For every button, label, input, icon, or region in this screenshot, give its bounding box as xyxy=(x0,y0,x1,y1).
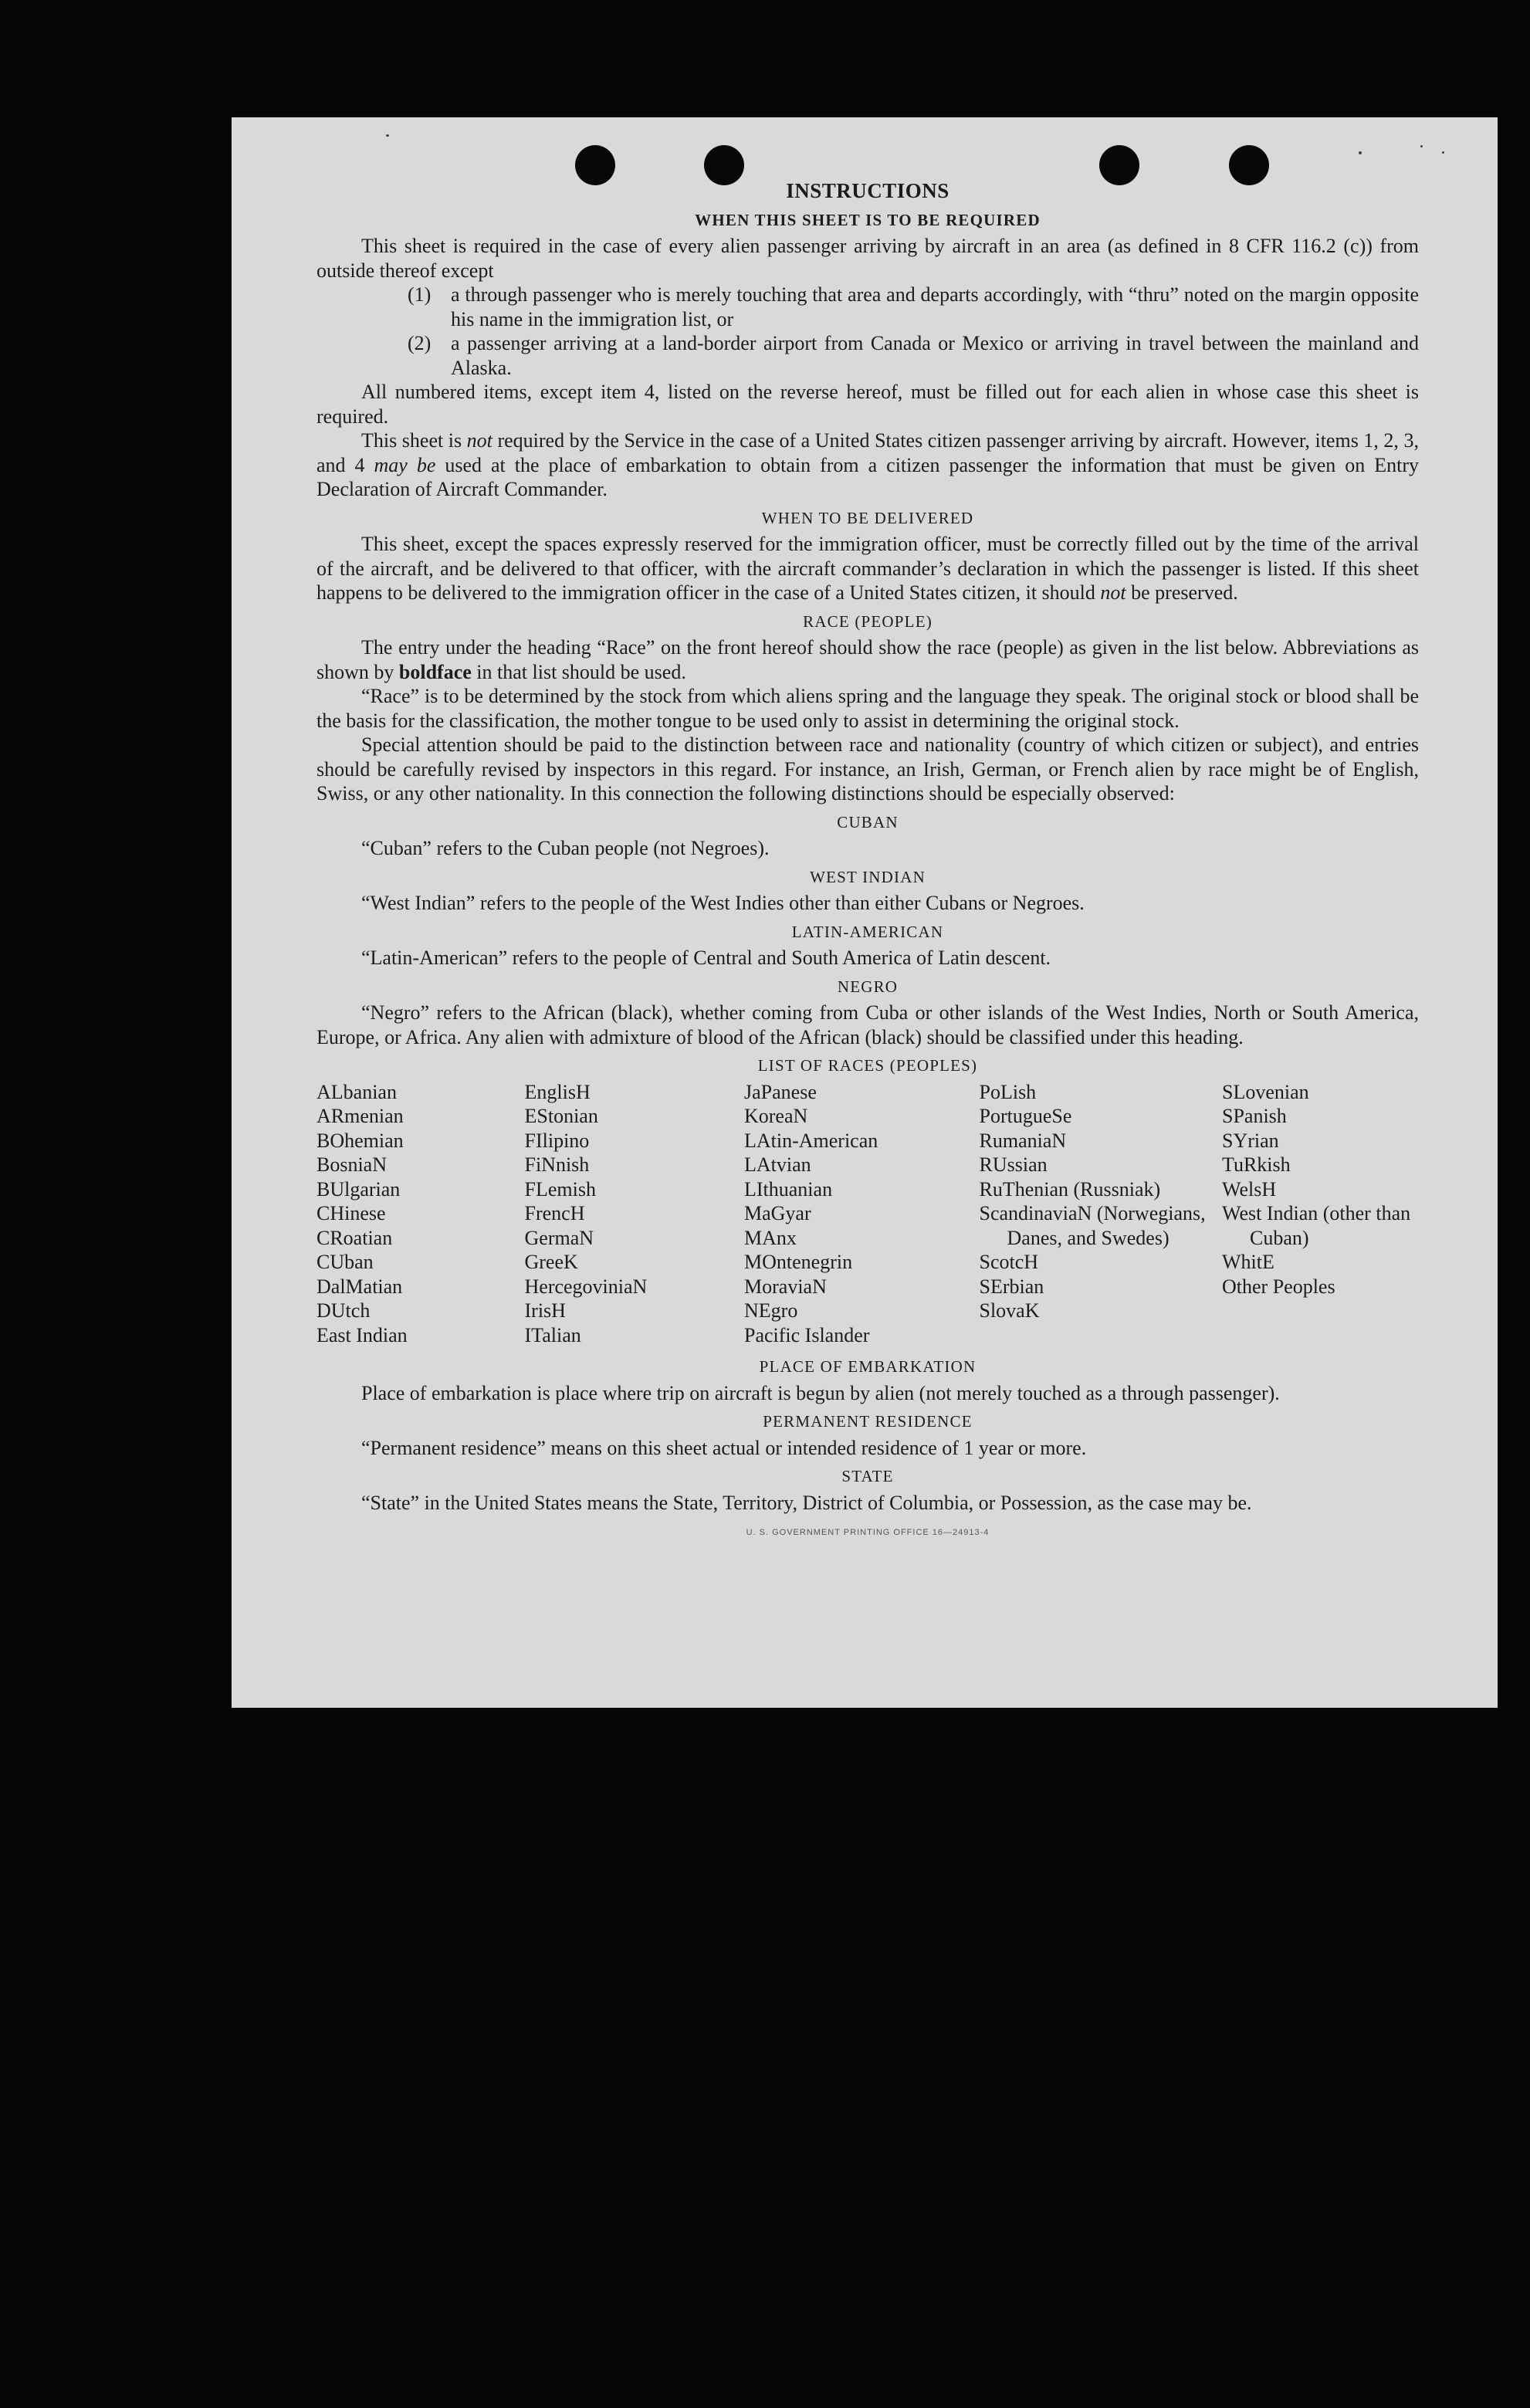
race-entry: WhitE xyxy=(1222,1251,1274,1273)
heading-embarkation: PLACE OF EMBARKATION xyxy=(759,1357,977,1376)
dust-speck xyxy=(1442,151,1444,154)
race-entry: Pacific Islander xyxy=(744,1323,870,1346)
item-text: a through passenger who is merely touching that area and departs accordingly, with “thru” noted on the margin opposite his name in the immigration list, or xyxy=(451,283,1419,330)
race-entry: ITalian xyxy=(524,1323,581,1346)
paragraph-race-entry xyxy=(316,635,1419,684)
race-entry: ScandinaviaN (Norwegians, Danes, and Swedes) xyxy=(979,1202,1206,1249)
race-entry: IrisH xyxy=(524,1299,566,1322)
race-entry: TuRkish xyxy=(1222,1153,1291,1176)
race-entry: ARmenian xyxy=(316,1105,404,1127)
race-entry: PoLish xyxy=(979,1080,1037,1103)
dust-speck xyxy=(1420,145,1423,147)
text-run: The entry under the heading “Race” on the front hereof should show the race (people) as given in the list below. Abbreviations as shown by xyxy=(316,636,1419,683)
race-entry: ALbanian xyxy=(316,1080,397,1103)
race-entry: EnglisH xyxy=(524,1080,591,1103)
race-entry: NEgro xyxy=(744,1299,798,1322)
paragraph-race-definition: “Race” is to be determined by the stock from which aliens spring and the language they speak. The original stock or blood shall be the basis for the classification, the mother tongue to be used only to assist in determining the original stock. xyxy=(316,685,1419,732)
document-sheet xyxy=(232,117,1498,1708)
dust-speck xyxy=(386,134,389,137)
emphasis-text: not xyxy=(466,429,493,452)
list-item xyxy=(316,283,1419,331)
emphasis-text: not xyxy=(1100,581,1126,604)
race-entry: East Indian xyxy=(316,1323,408,1346)
race-entry: LIthuanian xyxy=(744,1177,833,1201)
race-entry: CRoatian xyxy=(316,1226,393,1249)
emphasis-text: may be xyxy=(374,453,436,476)
race-entry: SlovaK xyxy=(979,1299,1040,1322)
race-entry: FIlipino xyxy=(524,1129,590,1152)
text-run: used at the place of embarkation to obtain from a citizen passenger the information that must be given on Entry Declaration of Aircraft Commander. xyxy=(316,453,1419,500)
race-entry: RUssian xyxy=(979,1153,1048,1176)
instructions-content xyxy=(316,179,1419,1546)
text-run: in that list should be used. xyxy=(471,660,686,683)
race-entry: MaGyar xyxy=(744,1202,811,1224)
paragraph-cuban: “Cuban” refers to the Cuban people (not Negroes). xyxy=(361,837,770,859)
race-column xyxy=(316,1080,509,1348)
race-column xyxy=(744,1080,964,1348)
race-entry: HercegoviniaN xyxy=(524,1275,648,1298)
race-entry: West Indian (other than Cuban) xyxy=(1222,1202,1411,1249)
race-entry: LAtvian xyxy=(744,1153,811,1176)
text-run: required by the Service in the case of a United States citizen passenger arriving by aircraft. However, items 1, 2, 3, and 4 xyxy=(316,429,1419,476)
heading-when-delivered: WHEN TO BE DELIVERED xyxy=(761,508,974,527)
race-column xyxy=(525,1080,729,1348)
race-entry: SPanish xyxy=(1222,1105,1287,1127)
race-entry: RumaniaN xyxy=(979,1129,1067,1152)
paragraph-citizen xyxy=(316,428,1419,502)
paragraph-numbered-items: All numbered items, except item 4, listed on the reverse hereof, must be filled out for each alien in whose case this sheet is required. xyxy=(316,381,1419,428)
race-entry: SYrian xyxy=(1222,1129,1279,1152)
heading-latin-american: LATIN-AMERICAN xyxy=(791,922,944,941)
race-entry: LAtin-American xyxy=(744,1129,878,1152)
race-column xyxy=(980,1080,1207,1348)
race-entry: ScotcH xyxy=(979,1251,1039,1273)
item-number: (1) xyxy=(408,283,432,306)
race-entry: JaPanese xyxy=(744,1080,817,1103)
paragraph-embarkation: Place of embarkation is place where trip on aircraft is begun by alien (not merely touched as a through passenger). xyxy=(361,1381,1280,1404)
race-entry: RuThenian (Russniak) xyxy=(979,1177,1161,1201)
list-item xyxy=(316,331,1419,380)
text-run: This sheet is xyxy=(361,429,467,452)
race-entry: CUban xyxy=(316,1251,374,1273)
paragraph-permanent-residence: “Permanent residence” means on this sheet actual or intended residence of 1 year or more. xyxy=(361,1436,1087,1459)
race-entry: MOntenegrin xyxy=(744,1251,853,1273)
race-list xyxy=(316,1080,1419,1348)
paragraph-latin-american: “Latin-American” refers to the people of Central and South America of Latin descent. xyxy=(361,947,1051,969)
race-entry: DalMatian xyxy=(316,1275,403,1298)
race-entry: SErbian xyxy=(979,1275,1044,1298)
race-entry: WelsH xyxy=(1222,1177,1277,1201)
dust-speck xyxy=(1359,151,1362,154)
heading-race: RACE (PEOPLE) xyxy=(803,611,933,631)
race-entry: MoraviaN xyxy=(744,1275,827,1298)
race-entry: FrencH xyxy=(524,1202,585,1224)
heading-permanent-residence: PERMANENT RESIDENCE xyxy=(763,1412,973,1431)
race-entry: CHinese xyxy=(316,1202,386,1224)
heading-cuban: CUBAN xyxy=(837,812,899,831)
printer-imprint: U. S. GOVERNMENT PRINTING OFFICE 16—24913-4 xyxy=(746,1528,990,1537)
text-run: be preserved. xyxy=(1125,581,1238,604)
race-entry: PortugueSe xyxy=(979,1105,1072,1127)
paragraph-state: “State” in the United States means the State, Territory, District of Columbia, or Possession, as the case may be. xyxy=(361,1491,1252,1514)
paragraph-delivery xyxy=(316,532,1419,605)
race-entry: FiNnish xyxy=(524,1153,590,1176)
bold-text: boldface xyxy=(398,660,472,683)
paragraph-negro: “Negro” refers to the African (black), whether coming from Cuba or other islands of the West Indies, North or South America, Europe, or Africa. Any alien with admixture of blood of the African (black) should be classified under this heading. xyxy=(316,1001,1419,1048)
race-entry: SLovenian xyxy=(1222,1080,1309,1103)
item-text: a passenger arriving at a land-border airport from Canada or Mexico or arriving in travel between the mainland and Alaska. xyxy=(451,332,1419,379)
paragraph-intro: This sheet is required in the case of every alien passenger arriving by aircraft in an area (as defined in 8 CFR 116.2 (c)) from outside thereof except xyxy=(316,235,1419,282)
heading-list-of-races: LIST OF RACES (PEOPLES) xyxy=(757,1056,978,1075)
heading-when-required: WHEN THIS SHEET IS TO BE REQUIRED xyxy=(695,210,1041,229)
race-entry: DUtch xyxy=(316,1299,371,1322)
race-entry: BosniaN xyxy=(316,1153,387,1176)
race-entry: BOhemian xyxy=(316,1129,404,1152)
paragraph-race-nationality: Special attention should be paid to the distinction between race and nationality (country of which citizen or subject), and entries should be carefully revised by inspectors in this regard. For instance, an Irish, German, or French alien by race might be of English, Swiss, or any other nationality. In this connection the following distinctions should be especially observed: xyxy=(316,733,1419,804)
race-entry: Other Peoples xyxy=(1222,1275,1335,1298)
page-title: INSTRUCTIONS xyxy=(786,179,949,202)
race-entry: GreeK xyxy=(524,1251,578,1273)
race-entry: FLemish xyxy=(524,1177,596,1201)
race-column xyxy=(1222,1080,1419,1348)
paragraph-west-indian: “West Indian” refers to the people of the West Indies other than either Cubans or Negroes. xyxy=(361,892,1085,914)
race-entry: MAnx xyxy=(744,1226,797,1249)
heading-state: STATE xyxy=(841,1467,894,1485)
race-entry: GermaN xyxy=(524,1226,594,1249)
heading-west-indian: WEST INDIAN xyxy=(810,867,926,886)
text-run: This sheet, except the spaces expressly reserved for the immigration officer, must be correctly filled out by the time of the arrival of the aircraft, and be delivered to that officer, with the aircraft commander’s declaration in which the passenger is listed. If this sheet happens to be delivered to the immigration officer in the case of a United States citizen, it should xyxy=(316,533,1419,604)
race-entry: BUlgarian xyxy=(316,1177,401,1201)
item-number: (2) xyxy=(408,332,432,354)
heading-negro: NEGRO xyxy=(837,977,899,996)
race-entry: EStonian xyxy=(524,1105,598,1127)
race-entry: KoreaN xyxy=(744,1105,808,1127)
